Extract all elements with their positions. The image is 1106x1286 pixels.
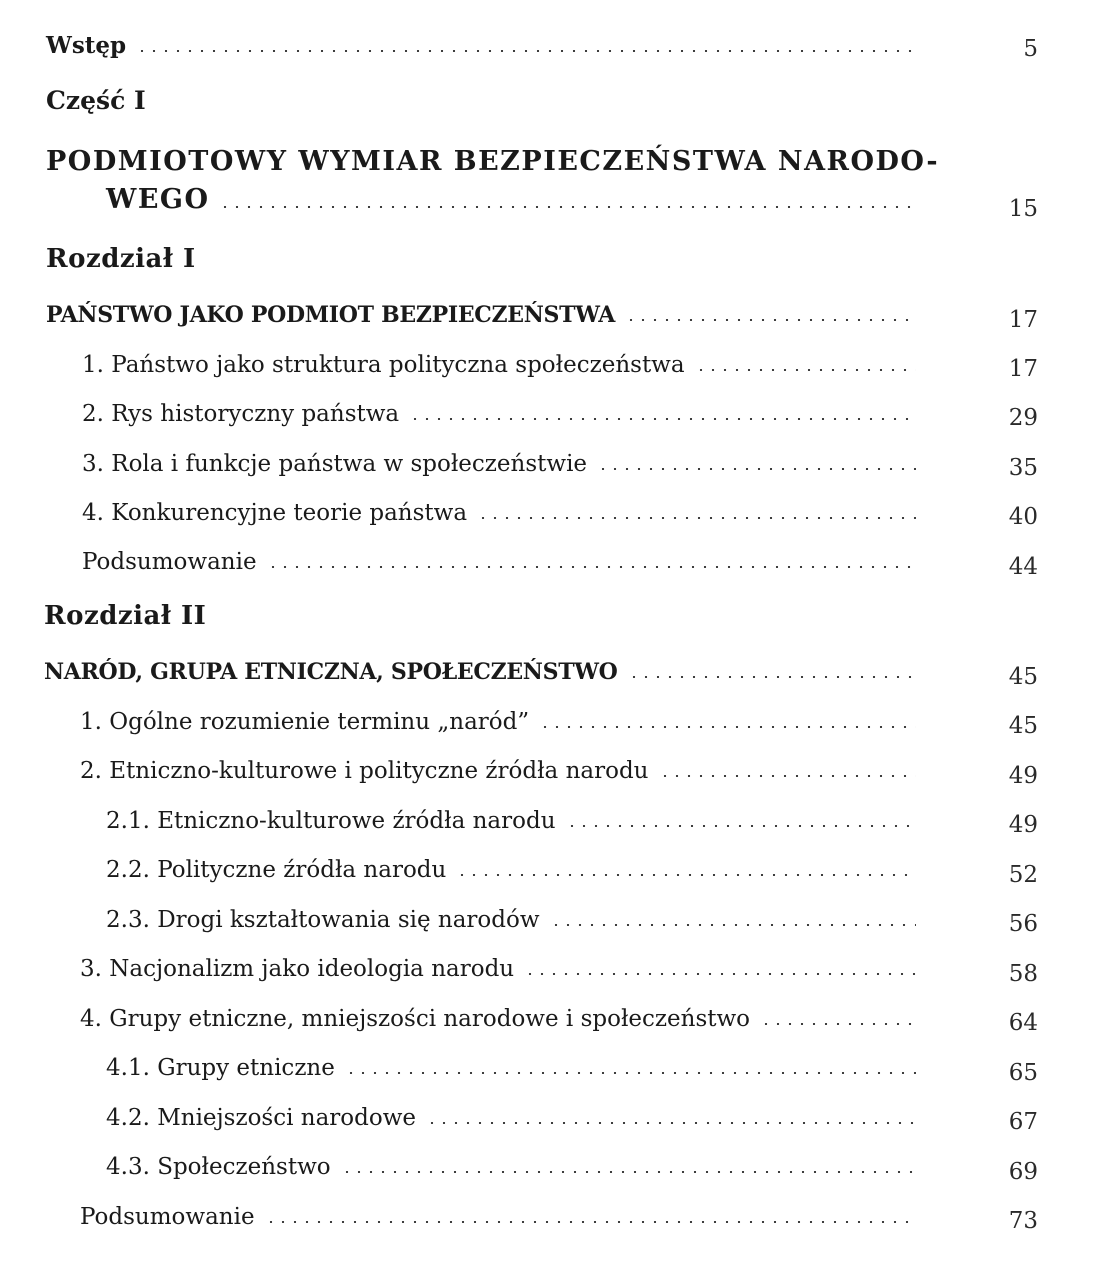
- part-label: Część I: [46, 86, 146, 115]
- toc-subsection[interactable]: [106, 857, 916, 883]
- toc-part-heading: [46, 86, 146, 115]
- toc-section-label: 1. Ogólne rozumienie terminu „naród”: [80, 709, 535, 735]
- toc-section[interactable]: [82, 549, 916, 575]
- dot-leader: [426, 1122, 916, 1124]
- toc-section-label: 1. Państwo jako struktura polityczna społeczeństwa: [82, 352, 691, 378]
- dot-leader: [566, 825, 916, 827]
- toc-section-label: 2. Etniczno-kulturowe i polityczne źródła narodu: [80, 758, 655, 784]
- toc-subsection[interactable]: [106, 907, 916, 933]
- toc-subsection-label: 4.1. Grupy etniczne: [106, 1055, 341, 1081]
- toc-section-label: Podsumowanie: [80, 1204, 261, 1230]
- dot-leader: [597, 468, 916, 470]
- toc-page-number: 49: [1008, 812, 1038, 838]
- dot-leader: [760, 1023, 916, 1025]
- toc-chapter-heading: [46, 244, 196, 274]
- toc-subsection[interactable]: [106, 1055, 916, 1081]
- toc-page-number: 73: [1008, 1208, 1038, 1234]
- toc-subsection-label: 4.2. Mniejszości narodowe: [106, 1105, 422, 1131]
- toc-section-label: 3. Rola i funkcje państwa w społeczeństwie: [82, 451, 593, 477]
- dot-leader: [341, 1171, 916, 1173]
- toc-section-label: Podsumowanie: [82, 549, 263, 575]
- dot-leader: [456, 874, 916, 876]
- toc-section[interactable]: [80, 1204, 916, 1230]
- dot-leader: [265, 1221, 916, 1223]
- chapter-title-label: PAŃSTWO JAKO PODMIOT BEZPIECZEŃSTWA: [46, 302, 621, 328]
- toc-section[interactable]: [80, 709, 916, 735]
- chapter-label: Rozdział I: [46, 244, 196, 274]
- dot-leader: [625, 319, 916, 321]
- toc-page-number: 52: [1008, 862, 1038, 888]
- chapter-title-label: NARÓD, GRUPA ETNICZNA, SPOŁECZEŃSTWO: [44, 659, 624, 685]
- toc-section[interactable]: [82, 352, 916, 378]
- toc-section-label: 2. Rys historyczny państwa: [82, 401, 405, 427]
- toc-section[interactable]: [82, 500, 916, 526]
- dot-leader: [659, 775, 917, 777]
- dot-leader: [524, 973, 916, 975]
- toc-subsection-label: 2.3. Drogi kształtowania się narodów: [106, 907, 546, 933]
- toc-page-number: 45: [1008, 713, 1038, 739]
- toc-section-label: 3. Nacjonalizm jako ideologia narodu: [80, 956, 520, 982]
- toc-page-number: 64: [1008, 1010, 1038, 1036]
- toc-page-number: 67: [1008, 1109, 1038, 1135]
- dot-leader: [267, 566, 916, 568]
- toc-chapter-title[interactable]: [44, 659, 916, 685]
- toc-page-number: 15: [1008, 196, 1038, 222]
- toc-subsection[interactable]: [106, 1154, 916, 1180]
- dot-leader: [477, 517, 916, 519]
- dot-leader: [628, 676, 916, 678]
- toc-subsection[interactable]: [106, 808, 916, 834]
- toc-section[interactable]: [82, 451, 916, 477]
- toc-subsection[interactable]: [106, 1105, 916, 1131]
- toc-page-number: 17: [1008, 307, 1038, 333]
- toc-page-number: 29: [1008, 405, 1038, 431]
- part-title-line1: PODMIOTOWY WYMIAR BEZPIECZEŃSTWA NARODO-: [46, 146, 940, 177]
- dot-leader: [219, 206, 916, 208]
- dot-leader: [409, 418, 916, 420]
- toc-page-number: 65: [1008, 1060, 1038, 1086]
- toc-page-number: 5: [1023, 36, 1038, 62]
- toc-chapter-heading: [44, 601, 206, 631]
- toc-page-number: 58: [1008, 961, 1038, 987]
- toc-chapter-title[interactable]: [46, 302, 916, 328]
- toc-section[interactable]: [80, 956, 916, 982]
- toc-page-number: 45: [1008, 664, 1038, 690]
- toc-page-number: 56: [1008, 911, 1038, 937]
- toc-page-number: 35: [1008, 455, 1038, 481]
- dot-leader: [136, 50, 916, 52]
- toc-part-title-cont[interactable]: [106, 184, 916, 215]
- toc-section[interactable]: [80, 758, 916, 784]
- part-title-line2: WEGO: [106, 184, 215, 215]
- dot-leader: [345, 1072, 916, 1074]
- toc-page-number: 17: [1008, 356, 1038, 382]
- toc-page-number: 40: [1008, 504, 1038, 530]
- toc-page-number: 44: [1008, 554, 1038, 580]
- dot-leader: [539, 726, 916, 728]
- toc-entry-label: Wstęp: [46, 32, 132, 59]
- toc-page-number: 49: [1008, 763, 1038, 789]
- toc-section-label: 4. Konkurencyjne teorie państwa: [82, 500, 473, 526]
- toc-entry-intro[interactable]: [46, 32, 916, 59]
- toc-subsection-label: 4.3. Społeczeństwo: [106, 1154, 337, 1180]
- dot-leader: [695, 369, 916, 371]
- toc-part-title[interactable]: [46, 146, 940, 177]
- toc-section-label: 4. Grupy etniczne, mniejszości narodowe i społeczeństwo: [80, 1006, 756, 1032]
- toc-subsection-label: 2.1. Etniczno-kulturowe źródła narodu: [106, 808, 562, 834]
- toc-section[interactable]: [82, 401, 916, 427]
- toc-page-number: 69: [1008, 1159, 1038, 1185]
- dot-leader: [550, 924, 916, 926]
- chapter-label: Rozdział II: [44, 601, 207, 631]
- toc-subsection-label: 2.2. Polityczne źródła narodu: [106, 857, 452, 883]
- toc-section[interactable]: [80, 1006, 916, 1032]
